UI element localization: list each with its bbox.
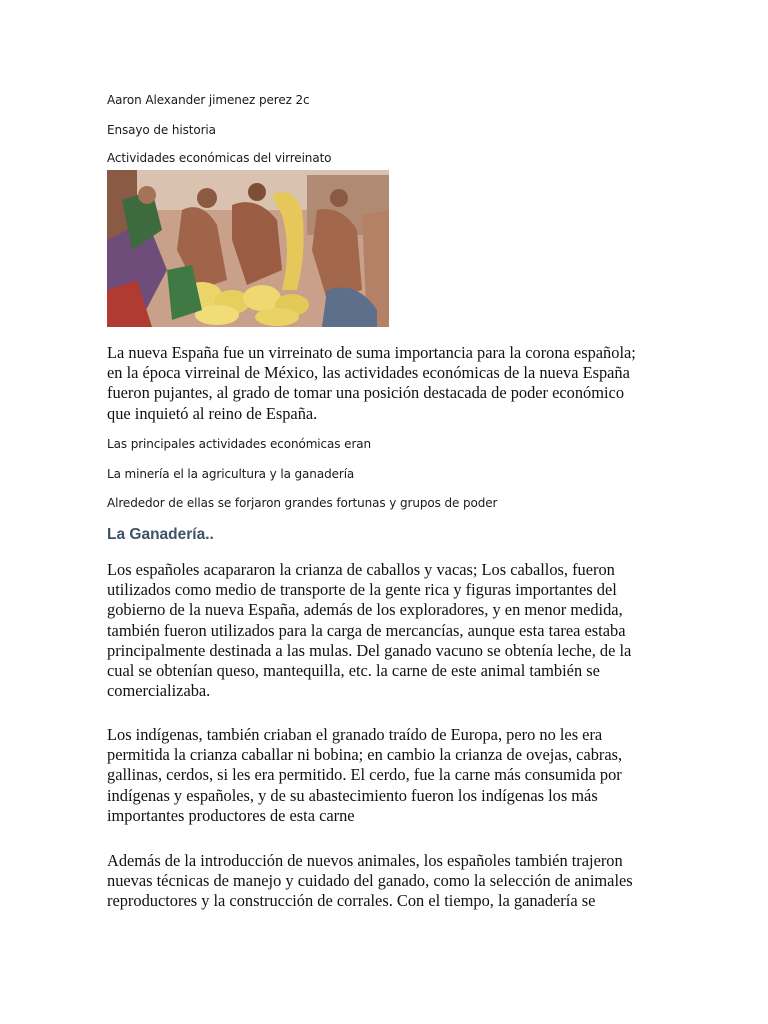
paragraph-line: La nueva España fue un virreinato de suma importancia para la corona española; — [107, 343, 636, 362]
paragraph-line: gallinas, cerdos, si les era permitido. El cerdo, fue la carne más consumida por — [107, 765, 622, 785]
paragraph-line: utilizados como medio de transporte de la gente rica y figuras importantes del — [107, 580, 617, 600]
topic-line: Actividades económicas del virreinato — [107, 151, 332, 165]
paragraph-line: Los españoles acapararon la crianza de caballos y vacas; Los caballos, fueron — [107, 560, 615, 579]
section-heading: La Ganadería.. — [107, 526, 214, 543]
subject-line: Ensayo de historia — [107, 123, 216, 137]
paragraph-line: indígenas y españoles, y de su abastecimiento fueron los indígenas los más — [107, 785, 598, 805]
paragraph-line: Además de la introducción de nuevos animales, los españoles también trajeron — [107, 851, 623, 870]
paragraph-line: principalmente destinada a las mulas. Del ganado vacuno se obtenía leche, de la — [107, 640, 632, 660]
intro-paragraph — [107, 343, 677, 424]
paragraph-line: que inquietó al reino de España. — [107, 403, 318, 423]
paragraph-line: también fueron utilizados para la carga de mercancías, aunque esta tarea estaba — [107, 620, 626, 640]
list-line: Las principales actividades económicas eran — [107, 437, 372, 451]
paragraph-line: en la época virreinal de México, las actividades económicas de la nueva España — [107, 363, 630, 383]
list-line: Alrededor de ellas se forjaron grandes fortunas y grupos de poder — [107, 496, 498, 510]
list-line: La minería el la agricultura y la ganadería — [107, 467, 355, 481]
paragraph-line: cual se obtenían queso, mantequilla, etc. la carne de este animal también se — [107, 661, 600, 681]
paragraph-line: reproductores y la construcción de corrales. Con el tiempo, la ganadería se — [107, 891, 596, 911]
paragraph-line: Los indígenas, también criaban el granado traído de Europa, pero no les era — [107, 725, 603, 744]
paragraph-line: importantes productores de esta carne — [107, 805, 355, 825]
paragraph-line: comercializaba. — [107, 681, 211, 701]
paragraph-ganaderia-2 — [107, 725, 677, 826]
colonial-illustration — [107, 170, 389, 327]
author-line: Aaron Alexander jimenez perez 2c — [107, 93, 310, 107]
paragraph-line: nuevas técnicas de manejo y cuidado del ganado, como la selección de animales — [107, 871, 633, 891]
paragraph-ganaderia-3 — [107, 851, 677, 912]
paragraph-line: gobierno de la nueva España, además de los exploradores, y en menor medida, — [107, 600, 623, 620]
paragraph-line: permitida la crianza caballar ni bobina; en cambio la crianza de ovejas, cabras, — [107, 745, 623, 765]
paragraph-ganaderia-1 — [107, 560, 677, 701]
paragraph-line: fueron pujantes, al grado de tomar una posición destacada de poder económico — [107, 383, 625, 403]
